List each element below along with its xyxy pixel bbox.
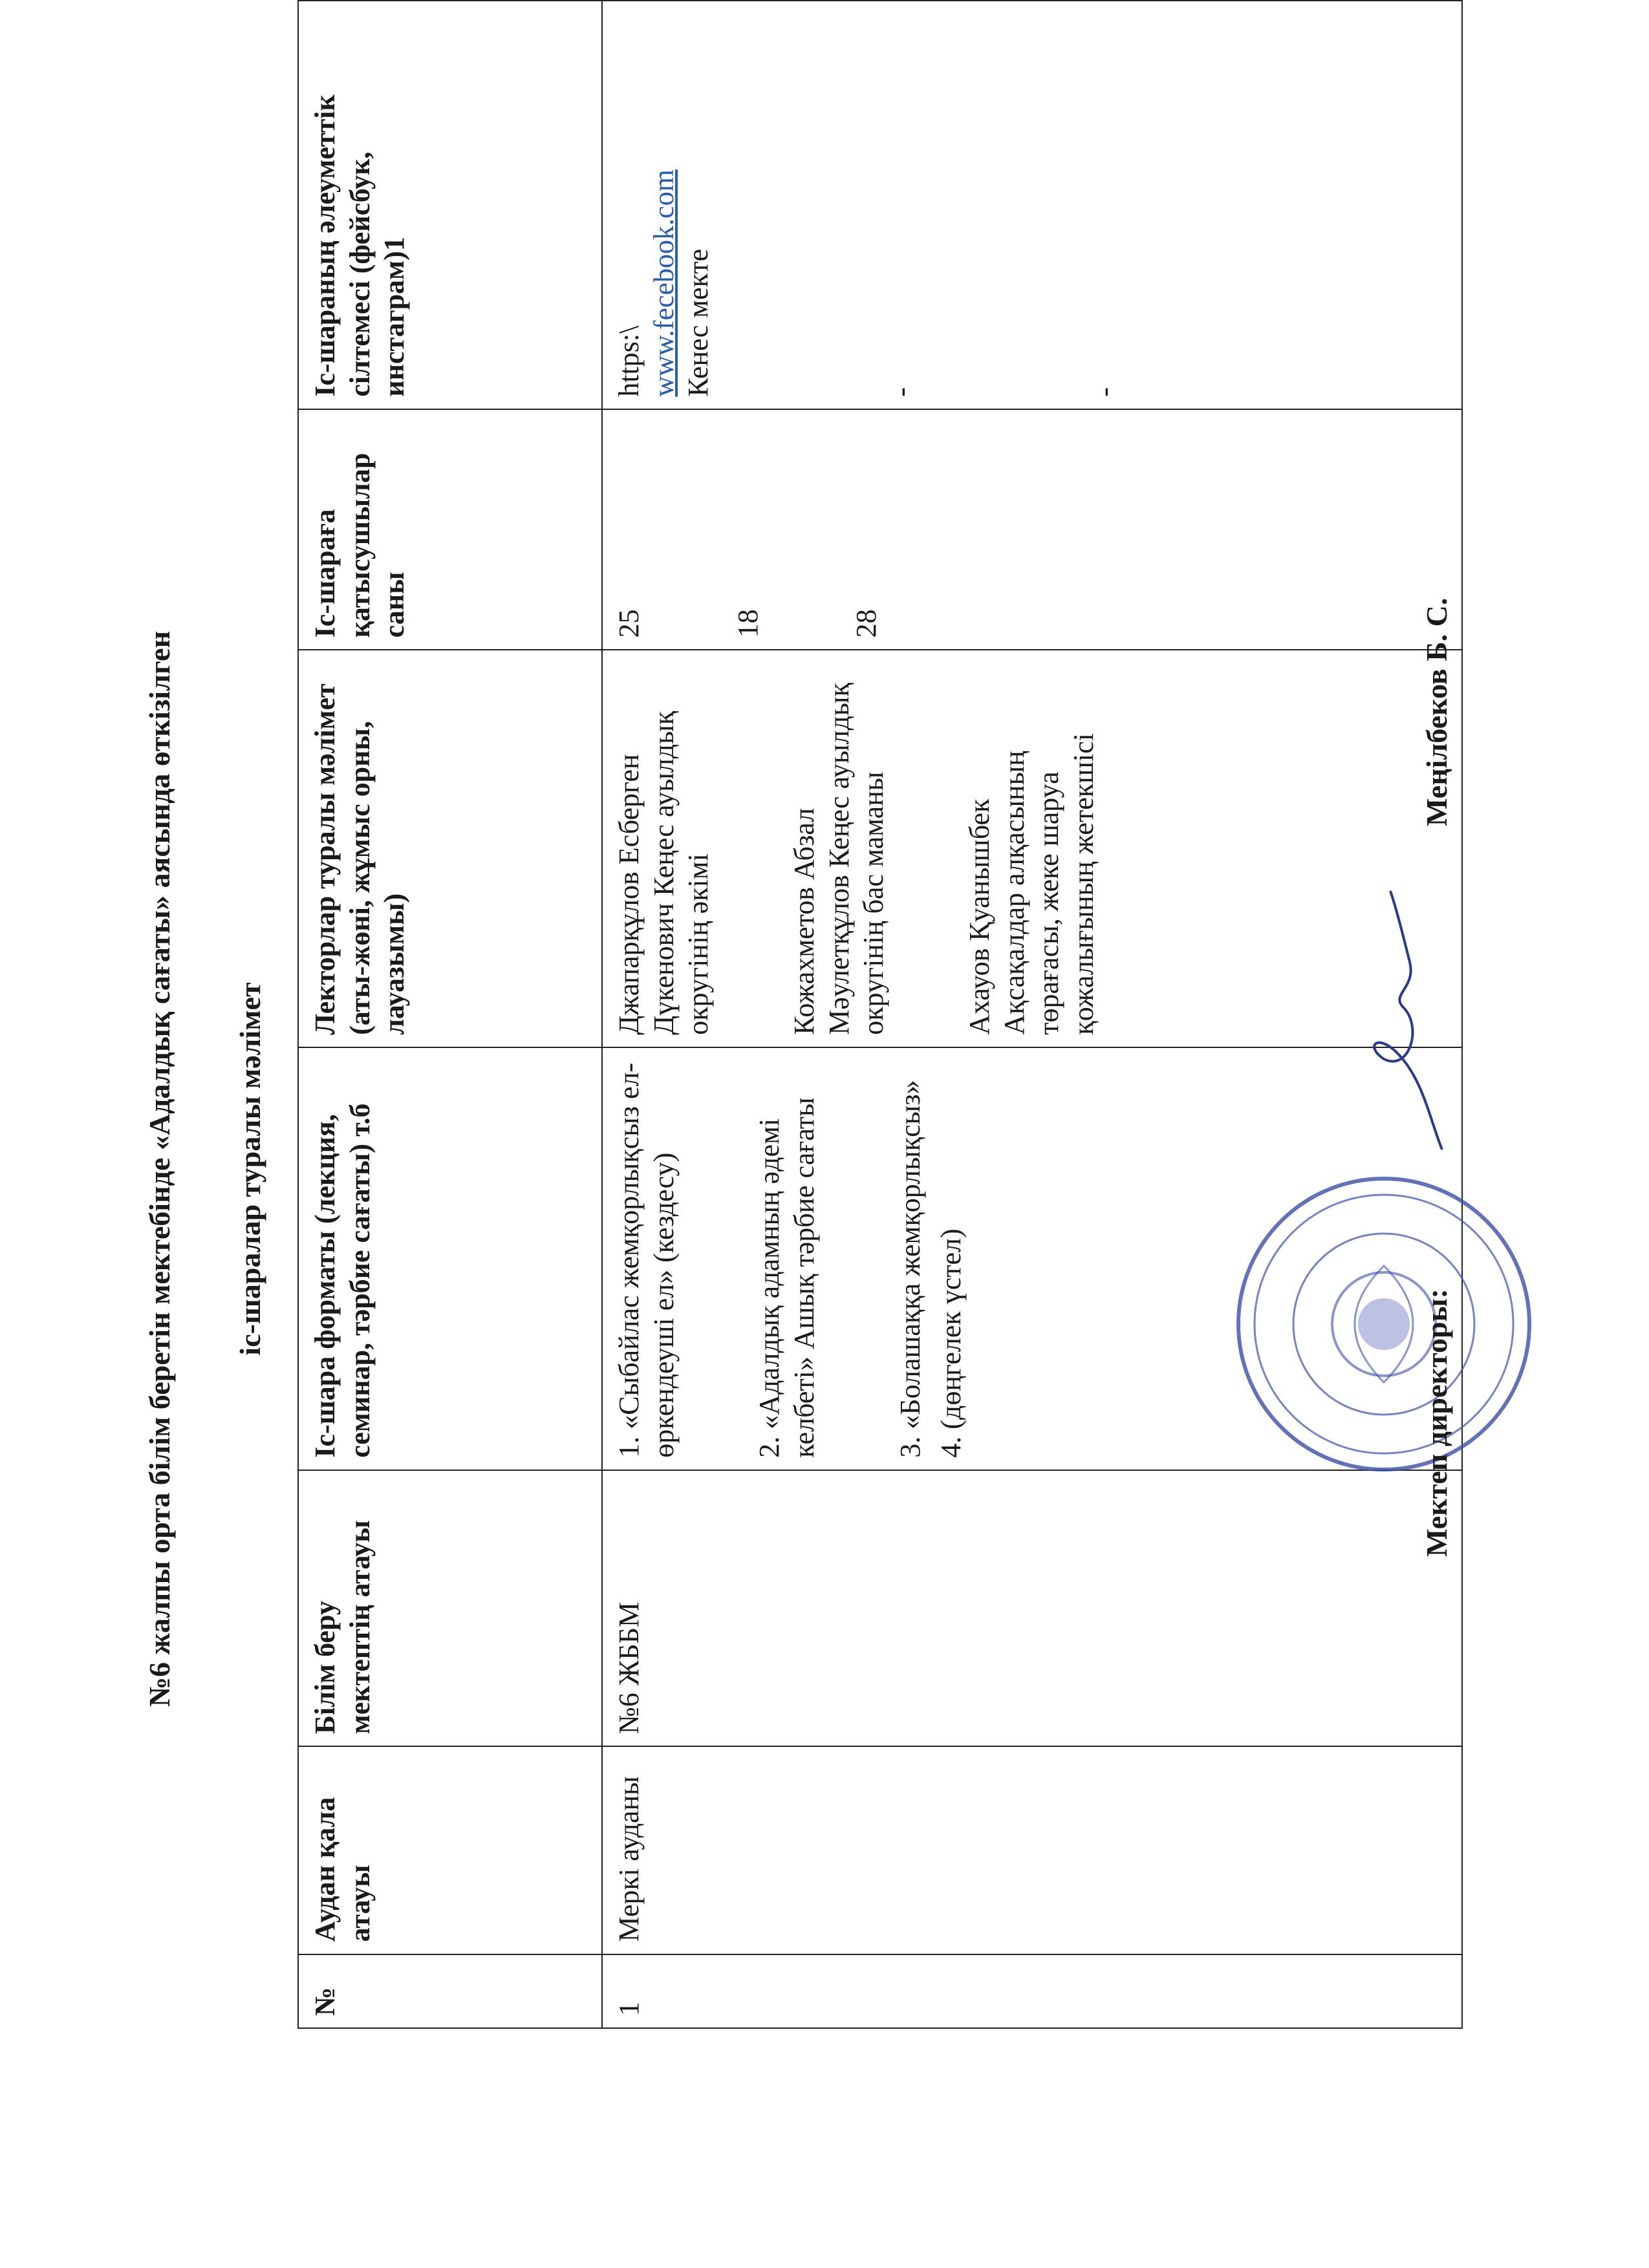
table-header-row <box>298 1 602 2028</box>
lecturer-3: Ахауов Қуанышбек Ақсақалдар алқасының төрағасы, жеке шаруа қожалығының жетекшісі <box>964 733 1100 1035</box>
document-title: №6 жалпы орта білім беретін мектебінде «Адалдық сағаты» аясында өткізілген <box>143 630 176 1707</box>
cell-lecturers <box>602 650 1462 1047</box>
count-2: 18 <box>731 609 764 638</box>
cell-district: Меркі ауданы <box>602 1746 1462 1954</box>
cell-participants <box>602 409 1462 650</box>
lecturer-1: Джапарқұлов Есберген Дүкенович Кеңес ауылдық округінің әкімі <box>613 711 715 1035</box>
social-3: - <box>1088 387 1120 397</box>
header-format: Іс-шара форматы (лекция, семинар, тәрбие сағаты) т.б <box>298 1047 602 1470</box>
header-social: Іс-шараның әлеуметтік сілтемесі (фейсбук, инстаграм)1 <box>298 1 602 409</box>
table-row <box>602 1 1462 2028</box>
social-2: - <box>885 387 918 397</box>
header-district: Аудан қала атауы <box>298 1746 602 1954</box>
event-4: 4. (дөңгелек үстел) <box>935 1228 967 1458</box>
count-3: 28 <box>850 609 883 638</box>
social-1-suffix: Кенес мекте <box>682 248 715 397</box>
header-participants: Іс-шараға қатысушылар саны <box>298 409 602 650</box>
director-name: Меңілбеков Б. С. <box>1420 597 1453 826</box>
cell-social <box>602 1 1462 409</box>
cell-no: 1 <box>602 1954 1462 2028</box>
header-no: № <box>298 1954 602 2028</box>
count-1: 25 <box>613 609 645 638</box>
signature-label: Мектеп директоры: <box>1420 1289 1453 1557</box>
events-table <box>297 0 1463 2029</box>
event-1: 1. «Сыбайлас жемқорлықсыз ел-өркендеуші ел» (кездесу) <box>613 1062 680 1458</box>
cell-school: №6 ЖББМ <box>602 1470 1462 1746</box>
handwritten-signature-icon <box>1345 884 1461 1156</box>
lecturer-2: Кожахметов Абзал Мәулетқұлов Кеңес ауылдық округінің бас маманы <box>788 683 890 1035</box>
header-school: Білім беру мектептің атауы <box>298 1470 602 1746</box>
social-1-link[interactable]: www.fecebook.com <box>647 169 680 397</box>
social-1-prefix: https:\ <box>613 325 645 397</box>
official-seal-icon <box>1229 1169 1539 1479</box>
event-3: 3. «Болашаққа жемқорлықсыз» <box>894 1080 926 1458</box>
document-subtitle: іс-шаралар туралы мәлімет <box>233 982 266 1356</box>
event-2: 2. «Адалдық адамның әдемі келбеті» Ашық тәрбие сағаты <box>753 1097 821 1458</box>
header-lecturers: Лекторлар туралы мәлімет (аты-жөні, жұмыс орны, лауазымы) <box>298 650 602 1047</box>
